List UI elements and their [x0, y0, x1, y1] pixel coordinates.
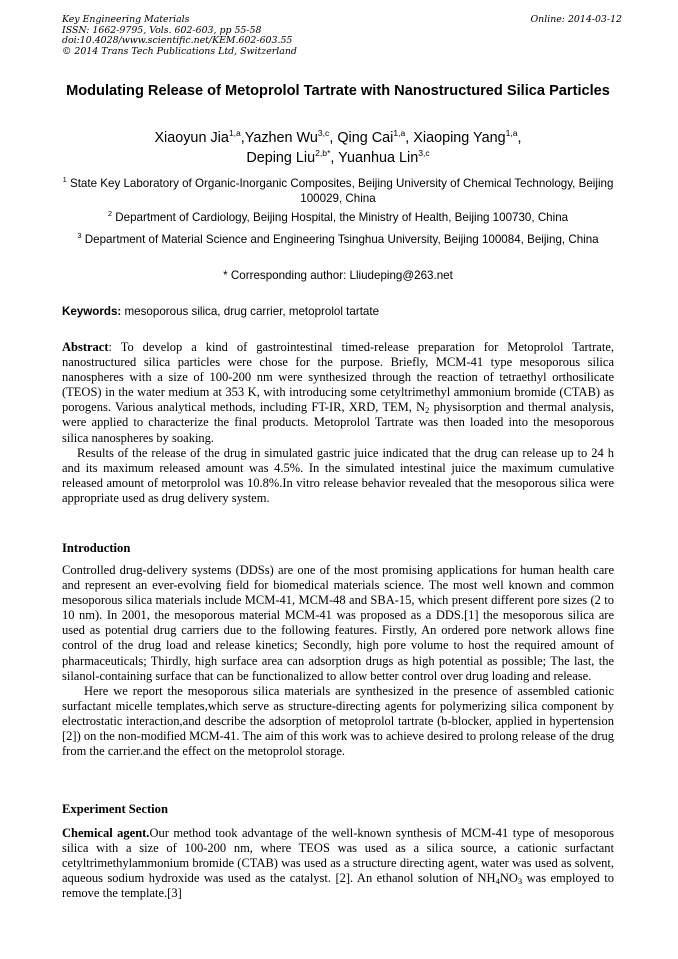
author-sep: , — [240, 130, 245, 146]
copyright-line: © 2014 Trans Tech Publications Ltd, Switzerland — [62, 45, 297, 57]
corresponding-mark: * — [223, 269, 228, 282]
author-sep: , — [517, 130, 522, 146]
abstract-label: Abstract — [62, 340, 109, 354]
introduction-paragraph-1: Controlled drug-delivery systems (DDSs) are one of the most promising applications for human health care and represent an ever-evolving field for biomedical materials science. The most well known and common mesoporous silica materials include MCM-41, MCM-48 and SBA-15, which present different pore sizes (2 to 10 nm). In 2001, the mesoporous material MCM-41 was proposed as a DDS.[1] the mesoporous silica are used as potential drug carriers due to the following features. Firstly, An ordered pore network allows fine control of the drug load and release kinetics; Secondly, high pore volume to host the required amount of pharmaceuticals; Thirdly, high surface area can adsorption drugs as high potential as possible; The last, the silanol-containing surface that can be functionalized to allow better control over drug loading and release. — [62, 563, 614, 683]
affiliation-text: State Key Laboratory of Organic-Inorganic Composites, Beijing University of Chemical Technology, Beijing 100029, China — [69, 177, 614, 205]
experiment-body — [62, 826, 614, 901]
experiment-text: was employed to remove the template.[3] — [62, 871, 614, 901]
author-affil-mark: 1,a — [505, 128, 518, 138]
affiliation-1 — [62, 176, 614, 206]
abstract-text: physisorption and thermal analysis, were applied to characterize the final products. Metoprolol Tartrate was then loaded into the mesoporous silica nanospheres by soaking. — [62, 400, 614, 445]
chemical-agent-label: Chemical agent. — [62, 826, 150, 840]
journal-name: Key Engineering Materials — [62, 14, 190, 25]
author-name: Xiaoping Yang — [413, 130, 506, 146]
keywords-text: mesoporous silica, drug carrier, metoprolol tartate — [124, 305, 380, 318]
experiment-text: NO — [499, 871, 518, 886]
affiliation-text: Department of Material Science and Engineering Tsinghua University, Beijing 100084, Beijing, China — [84, 233, 599, 246]
affiliation-3 — [62, 232, 614, 247]
author-list — [62, 128, 614, 168]
author-affil-mark: 1,a — [228, 128, 241, 138]
author-affil-mark: 2,b* — [315, 148, 331, 158]
corresponding-author — [62, 268, 614, 283]
affiliation-mark: 3 — [77, 231, 82, 240]
journal-header — [62, 15, 622, 57]
introduction-body — [62, 563, 614, 759]
subscript: 2 — [425, 405, 430, 416]
abstract — [62, 340, 614, 506]
affiliation-mark: 2 — [107, 209, 113, 218]
abstract-paragraph-1 — [62, 340, 614, 446]
paper-title: Modulating Release of Metoprolol Tartrate with Nanostructured Silica Particles — [66, 83, 610, 99]
author-name: Yazhen Wu — [244, 130, 318, 146]
author-name: Qing Cai — [337, 130, 394, 146]
author-name: Xiaoyun Jia — [154, 130, 229, 146]
author-affil-mark: 3,c — [317, 128, 330, 138]
affiliation-text: Department of Cardiology, Beijing Hospital, the Ministry of Health, Beijing 100730, China — [115, 211, 569, 224]
affiliation-mark: 1 — [62, 175, 67, 184]
doi-line: doi:10.4028/www.scientific.net/KEM.602-603.55 — [62, 35, 293, 47]
author-name: Yuanhua Lin — [338, 150, 419, 166]
keywords-label: Keywords: — [62, 305, 122, 318]
keywords — [62, 304, 614, 319]
abstract-paragraph-2: Results of the release of the drug in simulated gastric juice indicated that the drug can release up to 24 h and its maximum released amount was 4.5%. In the simulated intestinal juice the maximum cumulative released amount of metorprolol was 10.8%.In vitro release behavior revealed that the mesoporous silica were appropriate used as drug delivery system. — [62, 445, 614, 505]
author-sep: , — [329, 130, 338, 146]
author-affil-mark: 3,c — [418, 148, 430, 158]
author-sep: , — [330, 150, 339, 166]
corresponding-text: Corresponding author: Lliudeping@263.net — [230, 269, 453, 282]
subscript: 3 — [517, 876, 523, 887]
author-affil-mark: 1,a — [393, 128, 406, 138]
author-sep: , — [405, 130, 414, 146]
abstract-text: : To develop a kind of gastrointestinal timed-release preparation for Metoprolol Tartrate, nanostructured silica particles were chose for the purpose. Briefly, MCM-41 type mesoporous silica nanospheres with a size of 100-200 nm were synthesized through the reaction of tetraethyl orthosilicate (TEOS) in the water medium at 353 K, with introducing some cetyltrimethyl ammonium bromide (CTAB) as porogens. Various analytical methods, including FT-IR, XRD, TEM, N — [62, 340, 614, 415]
experiment-text: Our method took advantage of the well-known synthesis of MCM-41 type of mesoporous silica with a size of 100-200 nm, where TEOS was used as a silica source, a cationic surfactant cetyltrimethylammonium bromide (CTAB) was used as a structure directing agent, water was used as solvent, aqueous sodium hydroxide was used as the catalyst. [2]. An ethanol solution of NH — [62, 826, 614, 886]
introduction-paragraph-2: Here we report the mesoporous silica materials are synthesized in the presence of assembled cationic surfactant micelle templates,which serve as structure-directing agents for polymerizing silica component by electrostatic interaction,and describe the adsorption of metoprolol tartrate (b-blocker, applied in hypertension [2]) on the non-modified MCM-41. The aim of this work was to achieve desired to prolong release of the drug from the carrier.and the effect on the metoprolol storage. — [62, 683, 614, 759]
experiment-heading: Experiment Section — [62, 802, 168, 816]
author-name: Deping Liu — [246, 150, 316, 166]
affiliation-2 — [62, 210, 614, 225]
experiment-paragraph — [62, 826, 614, 901]
issn-line: ISSN: 1662-9795, Vols. 602-603, pp 55-58 — [62, 24, 262, 36]
online-date: Online: 2014-03-12 — [530, 14, 622, 25]
introduction-heading: Introduction — [62, 541, 131, 555]
subscript: 4 — [495, 876, 500, 887]
